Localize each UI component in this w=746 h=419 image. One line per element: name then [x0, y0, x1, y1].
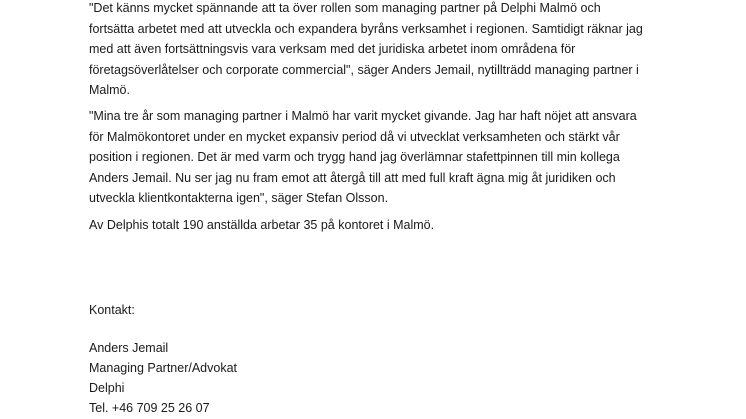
quote-paragraph-anders — [89, 0, 643, 101]
text-line: företagsöverlåtelser och corporate commercial", säger Anders Jemail, nytillträdd managing partner i — [89, 62, 639, 77]
contact-name: Anders Jemail — [89, 341, 169, 355]
contact-title: Managing Partner/Advokat — [89, 361, 238, 375]
text-line: Anders Jemail. Nu ser jag nu fram emot att återgå till att med full kraft ägna mig åt juridiken och — [89, 170, 616, 185]
text-line: Malmö. — [89, 83, 130, 97]
text-line: "Det känns mycket spännande att ta över rollen som managing partner på Delphi Malmö och — [89, 1, 601, 15]
text-line: utveckla klientkontakterna igen", säger Stefan Olsson. — [89, 191, 389, 205]
text-line: fortsätta arbetet med att utveckla och expandera byråns verksamhet i regionen. Samtidigt räknar jag — [89, 21, 643, 36]
contact-phone: Tel. +46 709 25 26 07 — [89, 401, 210, 415]
text-line: Av Delphis totalt 190 anställda arbetar 35 på kontoret i Malmö. — [89, 218, 435, 232]
text-line: "Mina tre år som managing partner i Malmö har varit mycket givande. Jag har haft nöjet att ansvara — [89, 109, 637, 123]
staff-paragraph — [89, 215, 434, 236]
contact-company: Delphi — [89, 381, 125, 395]
contact-block — [89, 338, 237, 418]
quote-paragraph-stefan — [89, 106, 637, 209]
text-line: för Malmökontoret under en mycket expansiv period då vi utvecklat verksamheten och stärkt vår — [89, 129, 620, 144]
contact-label: Kontakt: — [89, 303, 135, 317]
text-line: position i regionen. Det är med varm och trygg hand jag överlämnar stafettpinnen till min kollega — [89, 150, 620, 164]
text-line: med att även fortsättningsvis vara verksam med det juridiska arbetet inom områdena för — [89, 42, 576, 56]
